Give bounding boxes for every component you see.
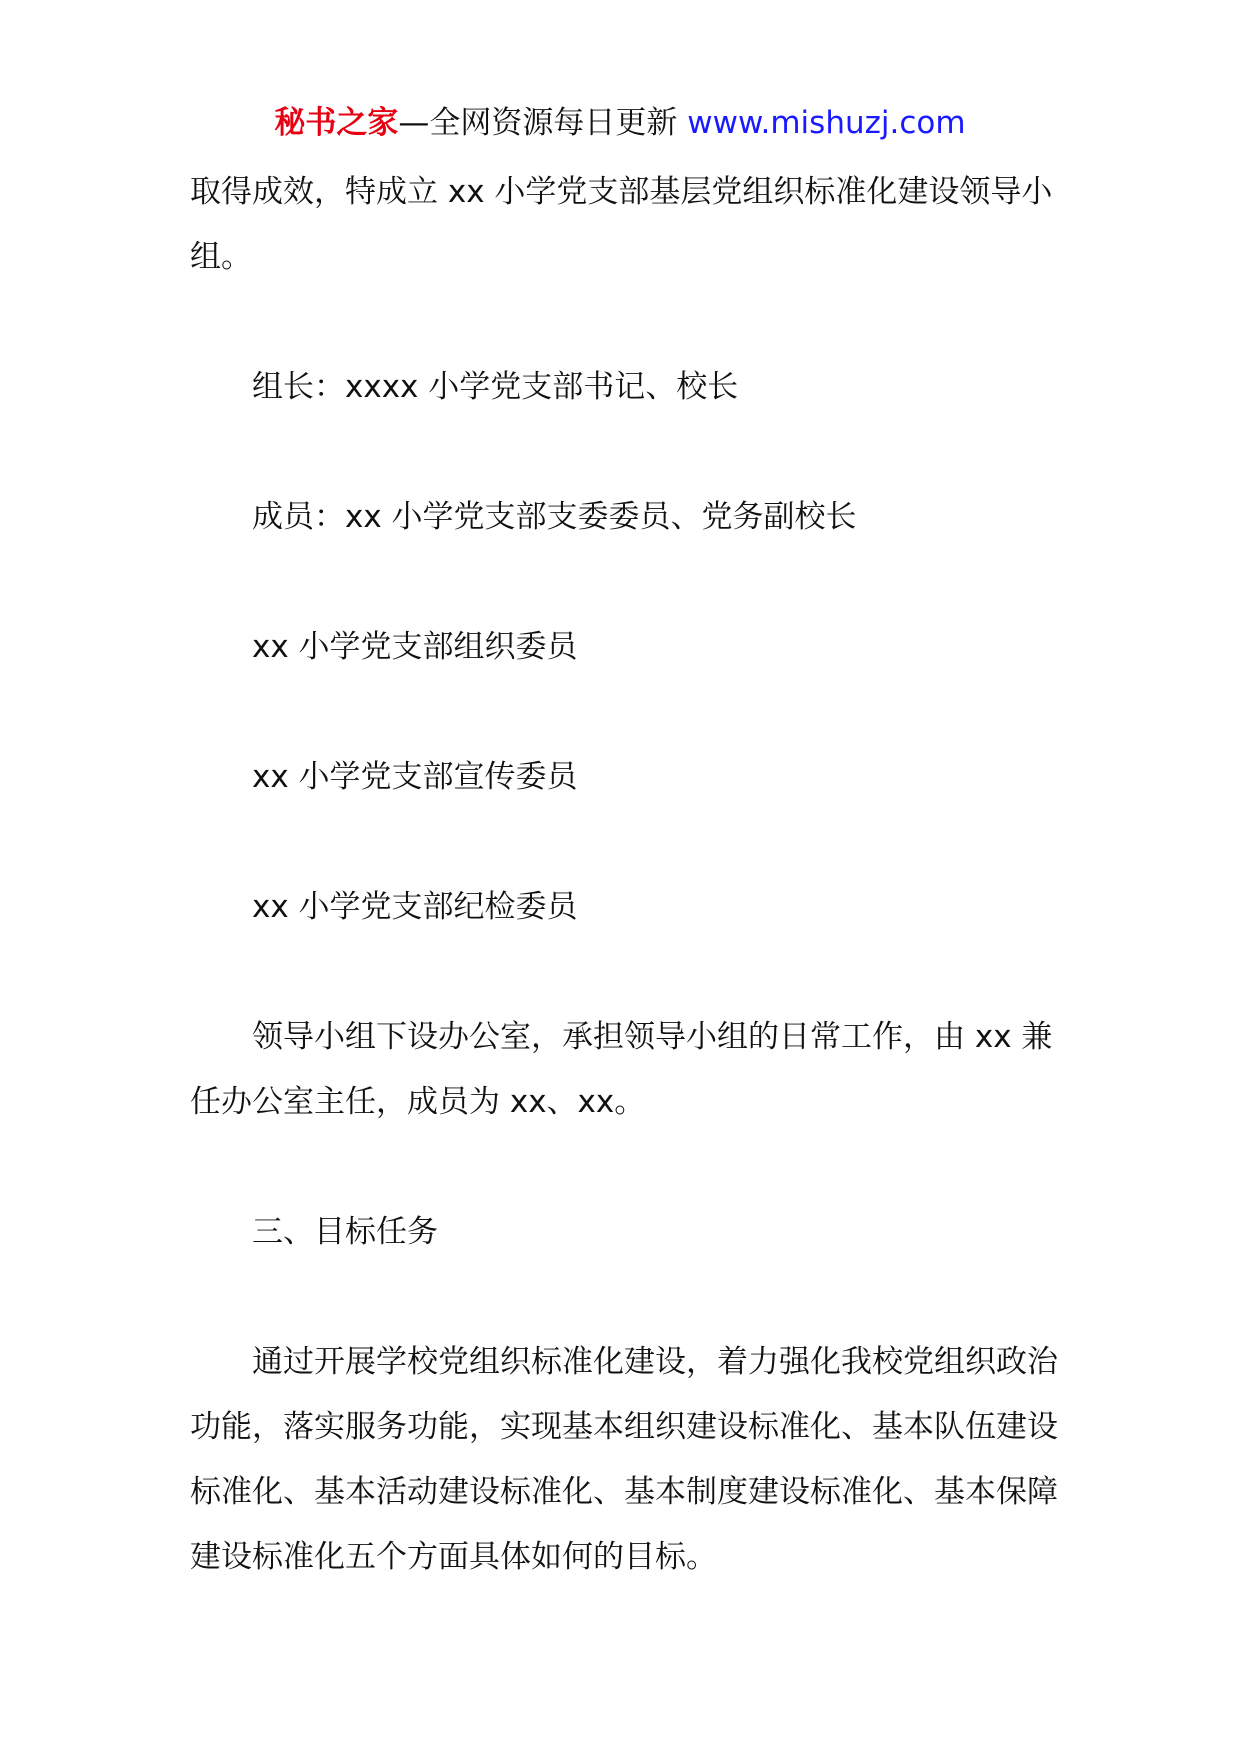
paragraph-gap: [190, 420, 1060, 485]
paragraph-gap: [190, 550, 1060, 615]
paragraph-gap: [190, 1135, 1060, 1200]
paragraph-gap: [190, 290, 1060, 355]
header-url-link[interactable]: www.mishuzj.com: [687, 105, 966, 141]
paragraph-members: 成员：xx 小学党支部支委委员、党务副校长: [252, 499, 857, 535]
paragraph-leader: 组长：xxxx 小学党支部书记、校长: [252, 369, 739, 405]
paragraph-continuation: 取得成效，特成立 xx 小学党支部基层党组织标准化建设领导小组。: [190, 174, 1053, 275]
paragraph-gap: [190, 940, 1060, 1005]
paragraph-member-organization: xx 小学党支部组织委员: [252, 629, 578, 665]
paragraph-office: 领导小组下设办公室，承担领导小组的日常工作，由 xx 兼任办公室主任，成员为 xx、xx。: [190, 1019, 1053, 1120]
paragraph-member-discipline: xx 小学党支部纪检委员: [252, 889, 578, 925]
page-header: [0, 100, 1240, 146]
header-slogan: —全网资源每日更新: [398, 105, 688, 141]
paragraph-gap: [190, 680, 1060, 745]
section-heading: 三、目标任务: [252, 1214, 438, 1250]
paragraph-gap: [190, 810, 1060, 875]
header-brand: 秘书之家: [274, 105, 399, 141]
paragraph-member-publicity: xx 小学党支部宣传委员: [252, 759, 578, 795]
paragraph-gap: [190, 1265, 1060, 1330]
paragraph-goals: 通过开展学校党组织标准化建设，着力强化我校党组织政治功能，落实服务功能，实现基本组织建设标准化、基本队伍建设标准化、基本活动建设标准化、基本制度建设标准化、基本保障建设标准化五个方面具体如何的目标。: [190, 1344, 1058, 1575]
document-body: [190, 160, 1060, 1590]
